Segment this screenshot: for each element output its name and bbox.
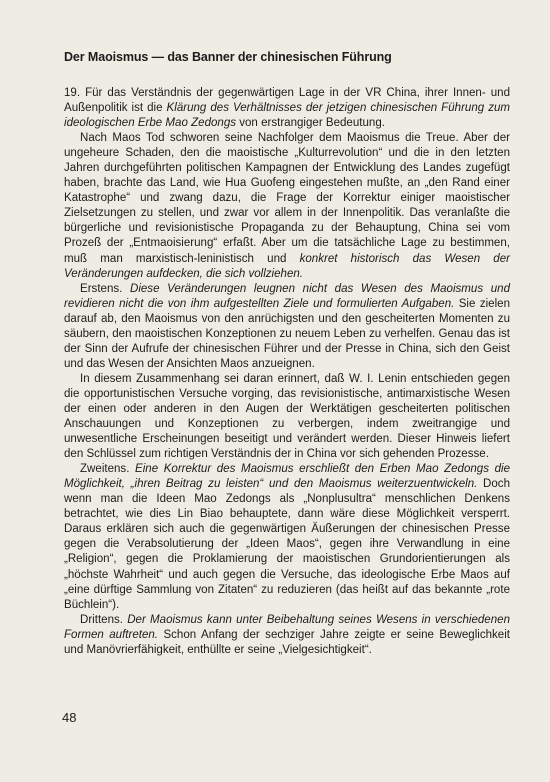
emphasis-text: Der Maoismus kann unter Beibehaltung seines Wesens in verschiedenen Formen auftreten. bbox=[64, 613, 510, 641]
paragraph-p-nach bbox=[64, 131, 510, 281]
text-run: Drittens. bbox=[80, 613, 128, 626]
text-run: von erstrangiger Bedeutung. bbox=[236, 117, 385, 130]
text-run: Zweitens. bbox=[80, 463, 135, 476]
emphasis-text: Klärung des Verhältnisses der jetzigen chinesischen Führung zum ideologischen Erbe Mao Zedongs bbox=[64, 102, 511, 130]
text-run: Nach Maos Tod schworen seine Nachfolger dem Maoismus die Treue. Aber der ungeheure Schaden, den die maoistische „Kulturrevolution“ und die in den letzten Jahren durchgeführten politischen Kampagnen der Entwicklung des Landes zugefügt haben, brachte das Land, wie Hua Guofeng eingestehen mußte, an „den Rand einer Katastrophe“ und zwang dazu, die Frage der Korrektur einiger maoistischer Zielsetzungen zu stellen, und zwar vor allem in der Innenpolitik. Das veranlaßte die bürgerliche und revisionistische Propaganda zu der Behauptung, China sei vom Prozeß der „Entmaoisierung“ erfaßt. Aber um die tatsächliche Lage zu bestimmen, muß man marxistisch-leninistisch und bbox=[64, 132, 510, 265]
text-run: Schon Anfang der sechziger Jahre zeigte er seine Beweglichkeit und Manövrierfähigkeit, enthüllte er seine „Vielgesichtigkeit“. bbox=[64, 628, 510, 656]
emphasis-text: konkret historisch das Wesen der Veränderungen aufdecken, die sich vollziehen. bbox=[64, 252, 510, 280]
emphasis-text: Eine Korrektur des Maoismus erschließt den Erben Mao Zedongs die Möglichkeit, „ihren Beitrag zu leisten“ und den Maoismus weiterzuentwickeln. bbox=[64, 463, 510, 491]
section-heading: Der Maoismus — das Banner der chinesischen Führung bbox=[64, 50, 392, 64]
text-run: Doch wenn man die Ideen Mao Zedongs als „Nonplusultra“ menschlichen Denkens betrachtet, wie dies Lin Biao behauptete, dann wäre diese Möglichkeit versperrt. Daraus erklären sich auch die gegenwärtigen Äußerungen der chinesischen Presse gegen die Verabsolutierung der „Ideen Maos“, gegen ihre Verwandlung in eine „Religion“, gegen die Proklamierung der maoistischen Grundorientierungen als „höchste Wahrheit“ und auch gegen die Versuche, das ideologische Erbe Maos auf „eine dürftige Sammlung von Zitaten“ zu reduzieren (das heißt auf das bekannte „rote Büchlein“). bbox=[64, 478, 510, 611]
text-run: In diesem Zusammenhang sei daran erinnert, daß W. I. Lenin entschieden gegen die opportunistischen Versuche vorging, das revisionistische, antimarxistische Wesen der einen oder anderen in den Augen der Werktätigen gescheiterten politischen Anschauungen und Konzeptionen zu verbergen, indem zweitrangige und unwesentliche Erscheinungen beseitigt und verändert werden. Dieser Hinweis liefert den Schlüssel zum richtigen Verständnis der in China vor sich gehenden Prozesse. bbox=[64, 372, 510, 461]
text-run: Sie zielen darauf ab, den Maoismus von den anrüchigsten und den gescheiterten Momenten zu säubern, den maoistischen Konzeptionen zu neuem Leben zu verhelfen. Genau das ist der Sinn der Aufrufe der chinesischen Führer und der Presse in China, sich den Geist und das Wesen der Ansichten Maos anzueignen. bbox=[64, 297, 510, 370]
paragraph-p-drittens bbox=[64, 613, 510, 658]
page-number: 48 bbox=[62, 710, 77, 725]
paragraph-p-zweitens bbox=[64, 462, 510, 612]
text-run: 19. Für das Verständnis der gegenwärtigen Lage in der VR China, ihrer Innen- und Außenpolitik ist die bbox=[64, 87, 510, 115]
paragraph-p-erstens bbox=[64, 282, 510, 372]
text-run: Erstens. bbox=[80, 282, 130, 295]
emphasis-text: Diese Veränderungen leugnen nicht das Wesen des Maoismus und revidieren nicht die von ihm aufgestellten Ziele und formulierten Aufgaben. bbox=[64, 282, 511, 310]
body-text bbox=[64, 86, 510, 658]
paragraph-p19 bbox=[64, 86, 510, 131]
paragraph-p-diesem bbox=[64, 372, 510, 462]
